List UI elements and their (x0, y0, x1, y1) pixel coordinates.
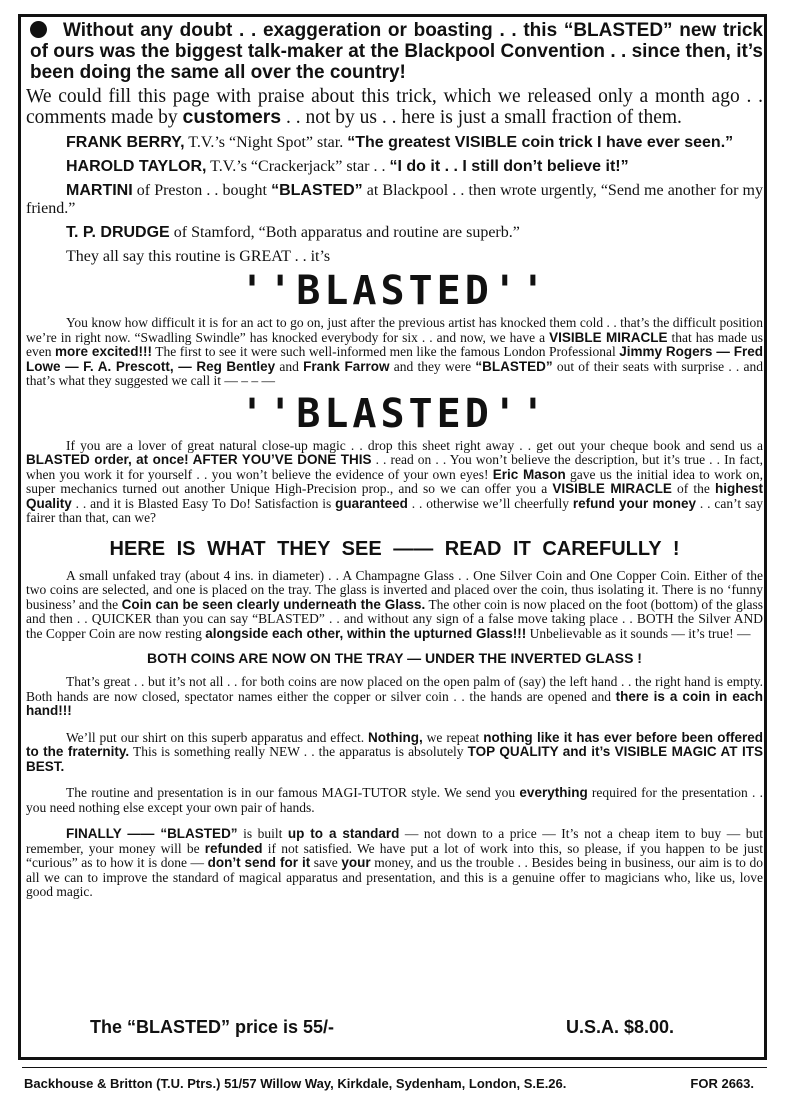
form-number: FOR 2663. (690, 1076, 754, 1091)
intro-paragraph: Without any doubt . . exaggeration or boasting . . this “BLASTED” new trick of ours was the biggest talk-maker at the Blackpool Convention . . since then, it’s been doing the same all over the country! (30, 20, 763, 83)
testimonial-taylor: HAROLD TAYLOR, T.V.’s “Crackerjack” star . . “I do it . . I still don’t believe it!” (66, 158, 629, 175)
lead-paragraph: We could fill this page with praise about this trick, which we released only a month ago . . comments made by customers . . not by us . . here is just a small fraction of them. (26, 86, 763, 128)
paragraph-swindle: You know how difficult it is for an act to go on, just after the previous artist has knocked them cold . . that’s the difficult position we’re in right now. “Swadling Swindle” has knocked everybody for six . . and now, we have a VISIBLE MIRACLE that has made us even more excited!!! The first to see it were such well-informed men like the famous London Professional Jimmy Rogers — Fred Lowe — F. A. Prescott, — Reg Bentley and Frank Farrow and they were “BLASTED” out of their seats with surprise . . and that’s what they suggested we call it — – – — (26, 315, 764, 388)
paragraph-finally: FINALLY —— “BLASTED” is built up to a standard — not down to a price — It’s not a cheap item to buy — but remember, your money will be refunded if not satisfied. We have put a lot of work into this, so please, if you happen to be just “curious” as to how it is done — don’t send for it save your money, and us the trouble . . Besides being in business, our aim is to do all we can to improve the standard of magical apparatus and presentation, and this is a genuine offer to magicians who, like us, love good magic. (26, 826, 763, 899)
price-uk: The “BLASTED” price is 55/- (90, 1017, 335, 1037)
price-usa: U.S.A. $8.00. (566, 1017, 675, 1037)
testimonial-martini: MARTINI of Preston . . bought “BLASTED” at Blackpool . . then wrote urgently, “Send me another for my friend.” (26, 182, 763, 217)
say-line: They all say this routine is GREAT . . it’s (66, 248, 331, 265)
paragraph-effect: A small unfaked tray (about 4 ins. in diameter) . . A Champagne Glass . . One Silver Coin and One Copper Coin. Either of the two coins are selected, and one is placed on the tray. The glass is inverted and placed over the coin, thus isolating it. There is no ‘funny business’ and the Coin can be seen clearly underneath the Glass. The other coin is now placed on the foot (bottom) of the glass and then . . QUICKER than you can say “BLASTED” . . and without any sign of a false move taking place . . BOTH the Silver AND the Copper Coin are now resting alongside each other, within the upturned Glass!!! Unbelievable as it sounds — it’s true! — (26, 567, 764, 641)
paragraph-routine: The routine and presentation is in our famous MAGI-TUTOR style. We send you everything required for the presentation . . you need nothing else except your own pair of hands. (26, 785, 764, 815)
testimonial-berry: FRANK BERRY, T.V.’s “Night Spot” star. “The greatest VISIBLE coin trick I have ever seen.” (66, 134, 734, 151)
blasted-title-2: ''BLASTED'' (240, 390, 549, 437)
paragraph-order: If you are a lover of great natural close-up magic . . drop this sheet right away . . get out your cheque book and send us a BLASTED order, at once! AFTER YOU’VE DONE THIS . . read on . . You won’t believe the description, but it’s true . . In fact, when you work it for yourself . . you won’t believe the evidence of your own eyes! Eric Mason gave us the initial idea to work on, super mechanics turned out another Unique High-Precision prop., and so we can offer you a VISIBLE MIRACLE of the highest Quality . . and it is Blasted Easy To Do! Satisfaction is guaranteed . . otherwise we’ll cheerfully refund your money . . can’t say fairer than that, can we? (26, 437, 764, 525)
footer (24, 1076, 764, 1091)
paragraph-quality: We’ll put our shirt on this superb apparatus and effect. Nothing, we repeat nothing like it has ever before been offered to the fraternity. This is something really NEW . . the apparatus is absolutely TOP QUALITY and it’s VISIBLE MAGIC AT ITS BEST. (26, 729, 763, 774)
advert-body (26, 20, 763, 900)
footer-divider (22, 1067, 767, 1068)
testimonial-drudge: T. P. DRUDGE of Stamford, “Both apparatus and routine are superb.” (66, 224, 520, 241)
heading-what-they-see: HERE IS WHAT THEY SEE —— READ IT CAREFULLY ! (109, 537, 680, 560)
heading-both-coins: BOTH COINS ARE NOW ON THE TRAY — UNDER THE INVERTED GLASS ! (147, 650, 642, 666)
paragraph-hands: That’s great . . but it’s not all . . for both coins are now placed on the open palm of (say) the left hand . . the right hand is empty. Both hands are now closed, spectator names either the copper or silver coin . . the hands are opened and there is a coin in each hand!!! (26, 674, 763, 718)
printer-credit: Backhouse & Britton (T.U. Ptrs.) 51/57 Willow Way, Kirkdale, Sydenham, London, S.E.26. (24, 1076, 567, 1091)
blasted-title-1: ''BLASTED'' (240, 268, 549, 314)
bullet-dot-icon (30, 21, 47, 38)
